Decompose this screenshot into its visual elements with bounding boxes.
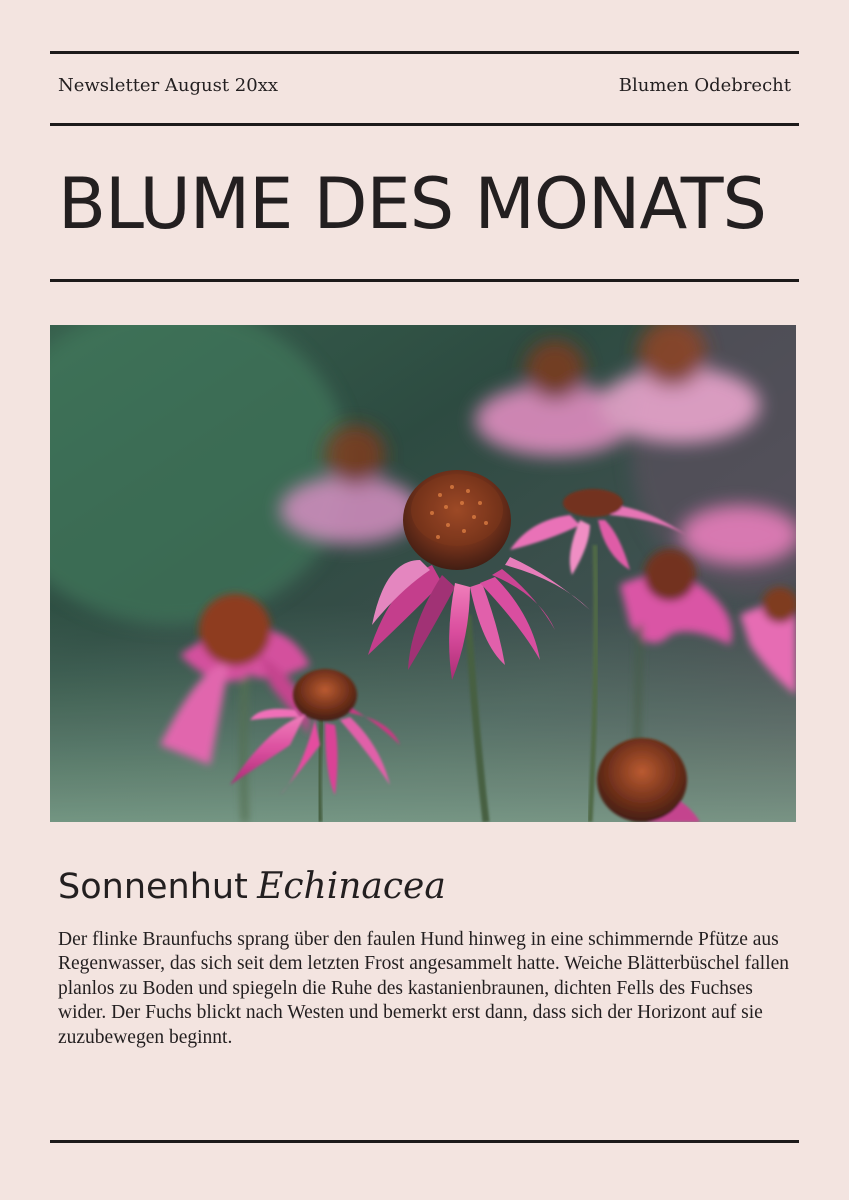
title-rule bbox=[50, 279, 799, 282]
header-rule bbox=[50, 123, 799, 126]
coneflower-photo bbox=[50, 325, 796, 822]
latin-name: Echinacea bbox=[257, 866, 446, 907]
common-name: Sonnenhut bbox=[58, 867, 248, 907]
newsletter-label: Newsletter August 20xx bbox=[58, 75, 279, 96]
article-body: Der flinke Braunfuchs sprang über den faulen Hund hinweg in eine schimmernde Pfütze aus Regenwasser, das sich seit dem letzten Frost angesammelt hatte. Weiche Blätterbüschel fallen planlos zu Boden und spiegeln die Ruhe des kastanienbraunen, dichten Fells des Fuchses wider. Der Fuchs blickt nach Westen und bemerkt erst dann, dass sich der Horizont auf sie zuzubewegen beginnt. bbox=[58, 929, 790, 1048]
top-rule bbox=[50, 51, 799, 54]
shop-name: Blumen Odebrecht bbox=[618, 75, 791, 96]
bottom-rule bbox=[50, 1140, 799, 1143]
page-title: BLUME DES MONATS bbox=[58, 163, 766, 245]
coneflower-illustration bbox=[50, 325, 796, 822]
flower-name bbox=[58, 864, 798, 910]
